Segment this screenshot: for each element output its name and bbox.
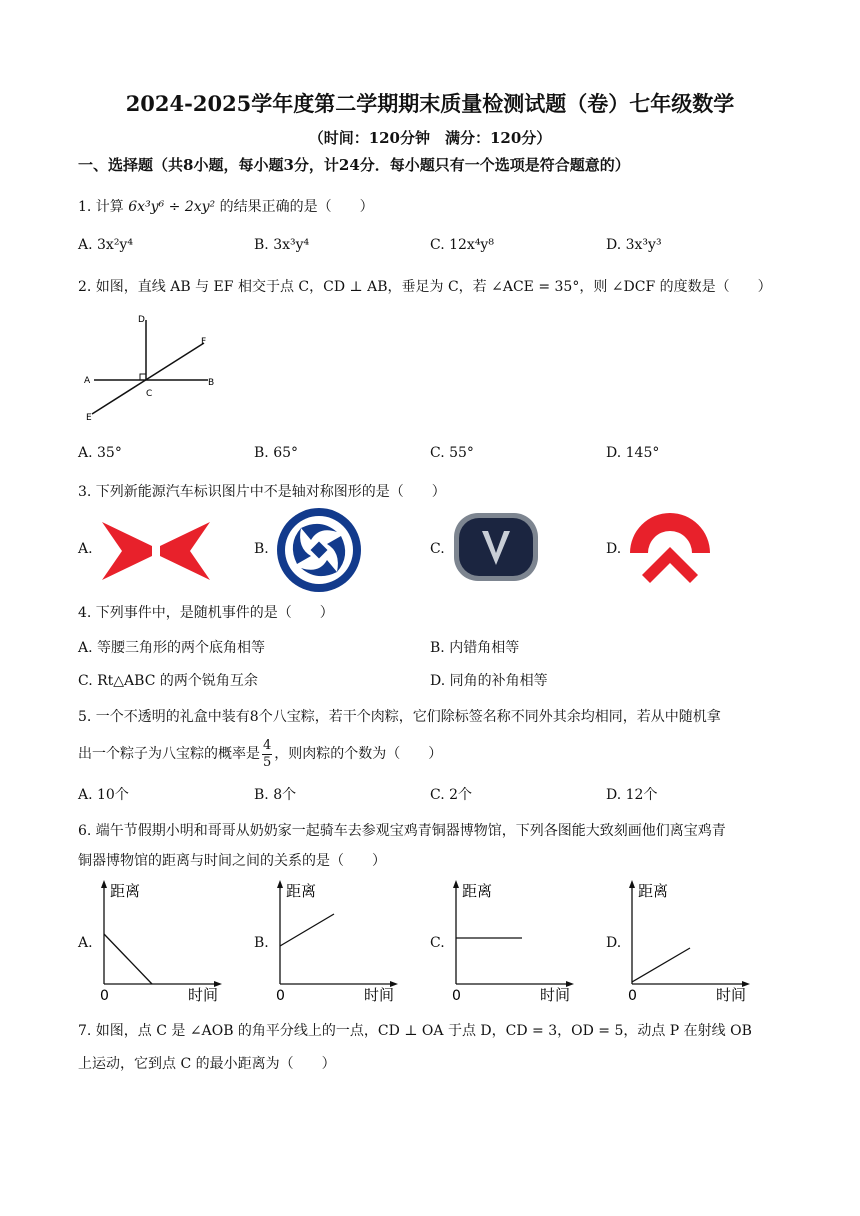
graph-c-xlabel: 时间 <box>540 986 571 1004</box>
graph-c-ylabel: 距离 <box>462 882 493 900</box>
graph-d-line <box>632 948 690 982</box>
q3-option-a[interactable]: A. <box>78 541 93 557</box>
question-2: 2. 如图，直线 AB 与 EF 相交于点 C，CD ⊥ AB，垂足为 C，若 ∠ACE = 35°，则 ∠DCF 的度数是（ ） <box>78 279 772 295</box>
q3-logo-b-icon[interactable] <box>275 506 363 594</box>
q5-option-c[interactable]: C. 2个 <box>430 787 473 803</box>
graph-b-ylabel: 距离 <box>286 882 317 900</box>
graph-a-origin: 0 <box>100 988 109 1004</box>
graph-b-xlabel: 时间 <box>364 986 395 1004</box>
q6-option-a[interactable]: A. <box>78 935 93 951</box>
q2-figure <box>80 310 230 422</box>
q1-option-c[interactable]: C. 12x⁴y⁸ <box>430 237 494 253</box>
graph-d-xlabel: 时间 <box>716 986 747 1004</box>
q1-option-b[interactable]: B. 3x³y⁴ <box>254 237 310 253</box>
section-title: 一、选择题（共8小题，每小题3分，计24分．每小题只有一个选项是符合题意的） <box>78 156 630 174</box>
label-d: D <box>138 315 145 325</box>
exam-subtitle: （时间：120分钟 满分：120分） <box>308 129 552 147</box>
q1-option-d[interactable]: D. 3x³y³ <box>606 237 662 253</box>
q3-option-b[interactable]: B. <box>254 541 269 557</box>
q2-option-a[interactable]: A. 35° <box>78 445 122 461</box>
label-e: E <box>86 413 92 422</box>
q4-option-d[interactable]: D. 同角的补角相等 <box>430 673 548 689</box>
graph-a-xlabel: 时间 <box>188 986 219 1004</box>
label-a: A <box>84 376 91 386</box>
q4-option-c[interactable]: C. Rt△ABC 的两个锐角互余 <box>78 673 258 689</box>
q5-suffix: ，则肉粽的个数为（ ） <box>274 746 443 762</box>
q5-fraction <box>262 738 272 771</box>
q6-graph-c[interactable] <box>448 878 584 1004</box>
graph-a-ylabel: 距离 <box>110 882 141 900</box>
q1-prefix: 1. 计算 <box>78 199 124 215</box>
q1-expression: 6x³y⁶ ÷ 2xy² <box>128 199 216 215</box>
q5-fraction-denominator: 5 <box>263 754 272 770</box>
q2-option-c[interactable]: C. 55° <box>430 445 474 461</box>
question-3: 3. 下列新能源汽车标识图片中不是轴对称图形的是（ ） <box>78 484 446 500</box>
graph-b-origin: 0 <box>276 988 285 1004</box>
question-6-line-1: 6. 端午节假期小明和哥哥从奶奶家一起骑车去参观宝鸡青铜器博物馆，下列各图能大致刻画他们离宝鸡青 <box>78 823 726 839</box>
q1-suffix: 的结果正确的是（ ） <box>219 199 374 215</box>
right-angle-mark <box>140 374 146 380</box>
q3-logo-a-icon[interactable] <box>100 520 212 582</box>
q3-logo-d-icon[interactable] <box>628 513 712 587</box>
q3-option-d[interactable]: D. <box>606 541 622 557</box>
graph-c-origin: 0 <box>452 988 461 1004</box>
graph-d-ylabel: 距离 <box>638 882 669 900</box>
label-f: F <box>201 337 207 347</box>
question-5-line-1: 5. 一个不透明的礼盒中装有8个八宝粽，若干个肉粽，它们除标签名称不同外其余均相同，若从中随机拿 <box>78 709 721 725</box>
question-7-line-1: 7. 如图，点 C 是 ∠AOB 的角平分线上的一点，CD ⊥ OA 于点 D，CD = 3，OD = 5，动点 P 在射线 OB <box>78 1023 752 1039</box>
q6-graph-d[interactable] <box>624 878 760 1004</box>
line-ef <box>92 343 204 414</box>
question-1 <box>78 196 374 216</box>
q6-option-d[interactable]: D. <box>606 935 622 951</box>
graph-b-line <box>280 914 334 946</box>
label-b: B <box>208 378 215 388</box>
q5-option-d[interactable]: D. 12个 <box>606 787 658 803</box>
exam-title: 2024-2025学年度第二学期期末质量检测试题（卷）七年级数学 <box>125 91 735 116</box>
q6-graph-b[interactable] <box>272 878 408 1004</box>
q4-option-a[interactable]: A. 等腰三角形的两个底角相等 <box>78 640 266 656</box>
q5-option-a[interactable]: A. 10个 <box>78 787 129 803</box>
q2-option-d[interactable]: D. 145° <box>606 445 660 461</box>
q5-prefix: 出一个粽子为八宝粽的概率是 <box>78 746 260 762</box>
q4-option-b[interactable]: B. 内错角相等 <box>430 640 520 656</box>
q5-fraction-numerator: 4 <box>263 737 272 753</box>
label-c: C <box>146 389 153 399</box>
q3-logo-c-icon[interactable] <box>452 511 540 583</box>
graph-d-origin: 0 <box>628 988 637 1004</box>
question-4: 4. 下列事件中，是随机事件的是（ ） <box>78 605 334 621</box>
q2-option-b[interactable]: B. 65° <box>254 445 299 461</box>
question-6-line-2: 铜器博物馆的距离与时间之间的关系的是（ ） <box>78 853 386 869</box>
q3-option-c[interactable]: C. <box>430 541 445 557</box>
question-7-line-2: 上运动，它到点 C 的最小距离为（ ） <box>78 1056 336 1072</box>
q6-graph-a[interactable] <box>96 878 232 1004</box>
q5-option-b[interactable]: B. 8个 <box>254 787 297 803</box>
question-5-line-2 <box>78 734 442 774</box>
q1-option-a[interactable]: A. 3x²y⁴ <box>78 237 133 253</box>
q6-option-c[interactable]: C. <box>430 935 445 951</box>
graph-a-line <box>104 934 152 984</box>
q6-option-b[interactable]: B. <box>254 935 269 951</box>
